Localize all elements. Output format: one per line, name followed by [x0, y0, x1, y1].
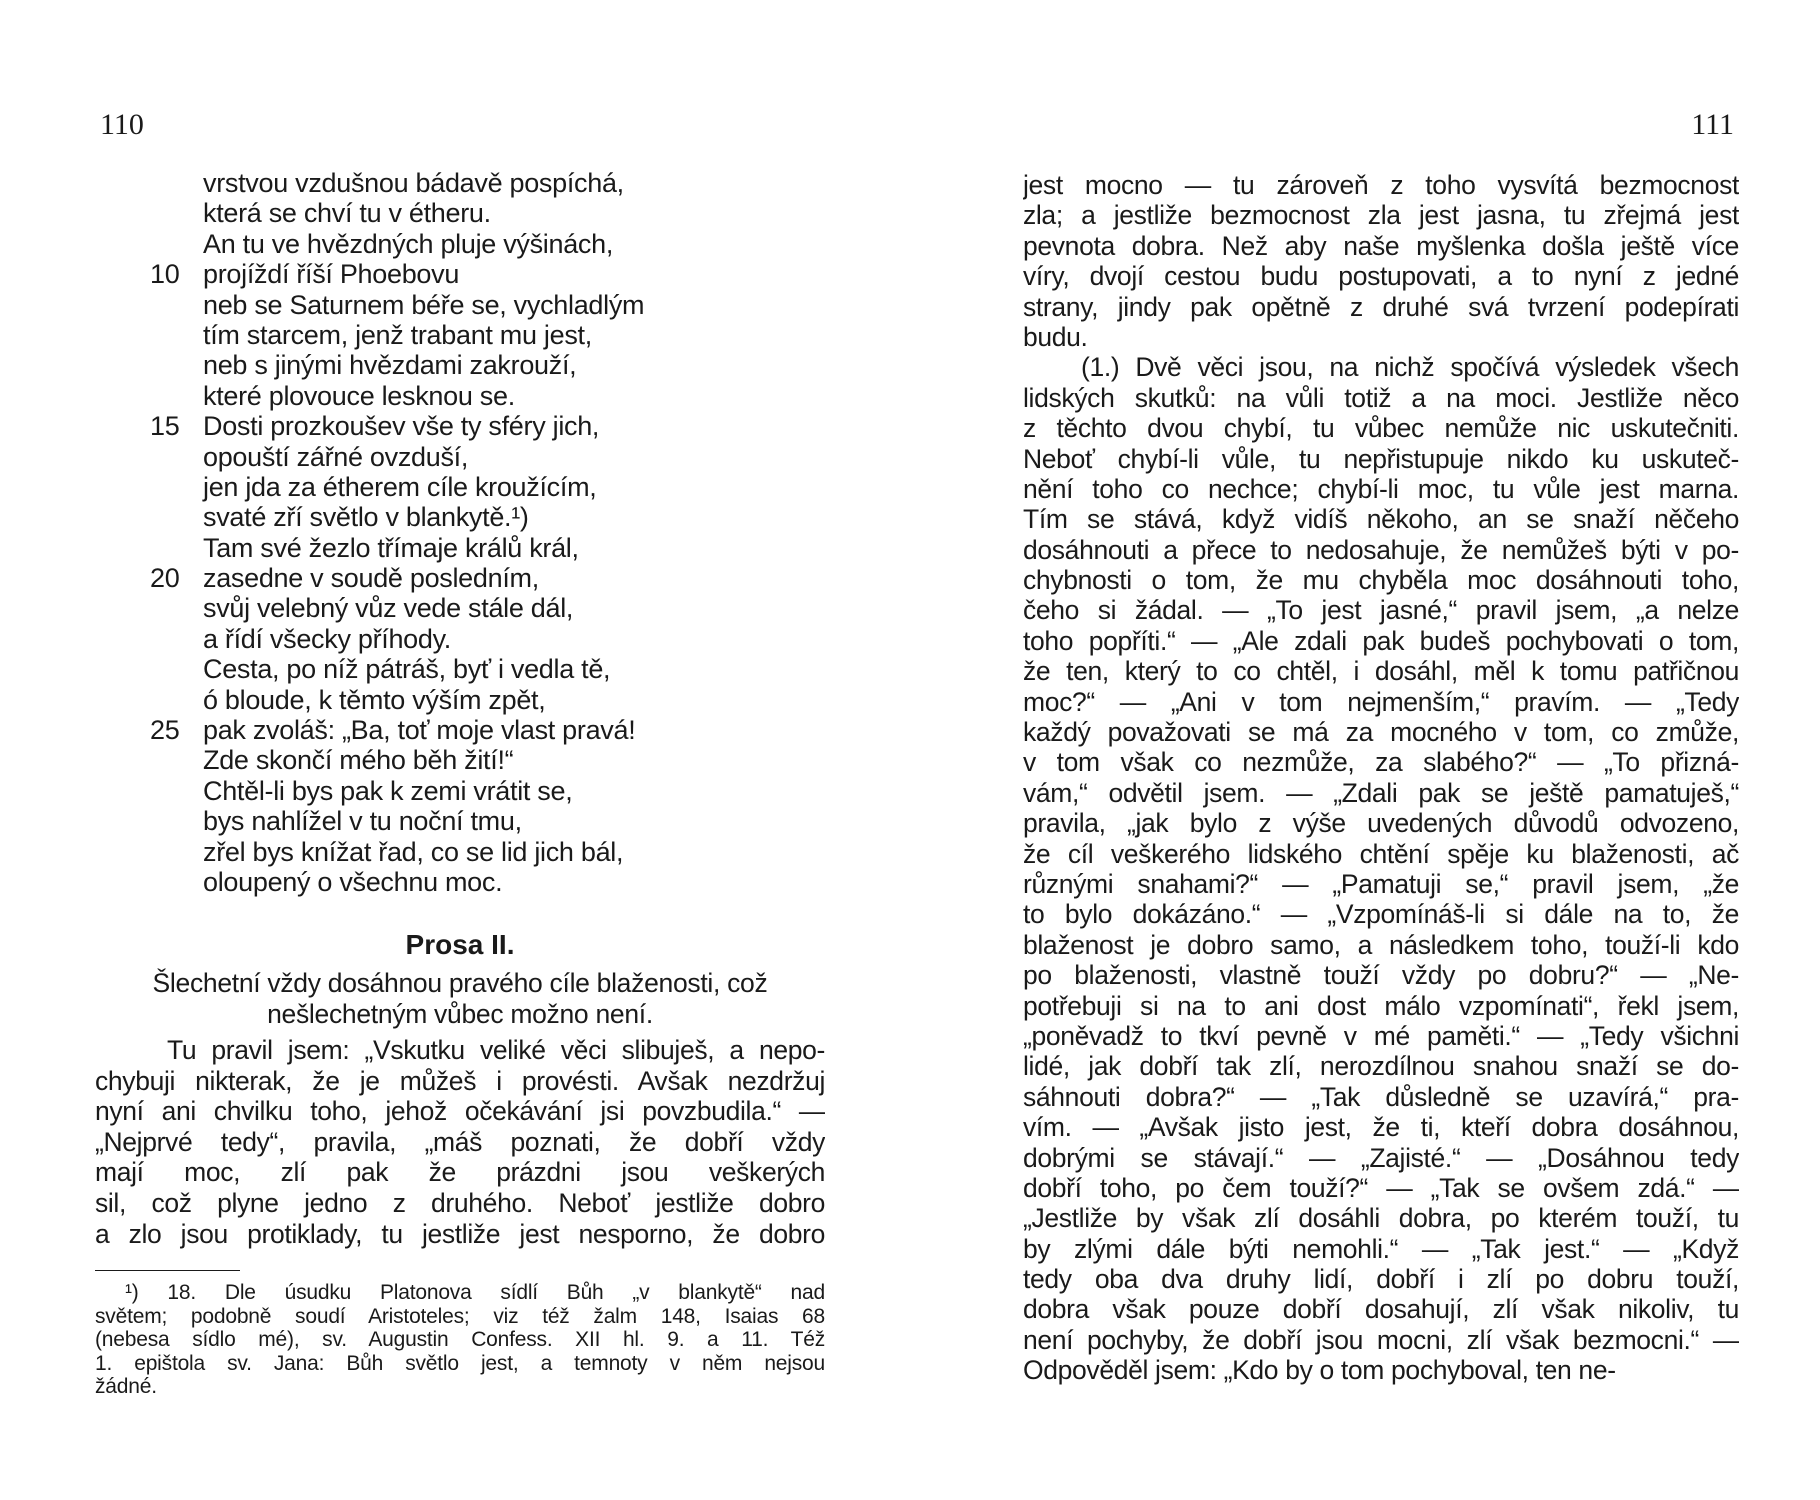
prose-line: „Nejprvé tedy“, pravila, „máš poznati, že dobří vždy	[95, 1126, 825, 1157]
text-line: blaženost je dobro samo, a následkem toho, touží-li kdo	[1023, 929, 1739, 960]
verse-text: Dosti prozkoušev vše ty sféry jich,	[203, 411, 600, 442]
verse-text: ó bloude, k těmto výším zpět,	[203, 684, 546, 715]
text-line: Neboť chybí-li vůle, tu nepřistupuje nikdo ku uskuteč-	[1023, 443, 1739, 474]
text-line: by zlými dále býti nemohli.“ — „Tak jest.“ — „Když	[1023, 1233, 1739, 1264]
text-line: každý považovati se má za mocného v tom, co zmůže,	[1023, 717, 1739, 748]
verse-text: které plovouce lesknou se.	[203, 380, 515, 411]
text-line: dosáhnouti a přece to nedosahuje, že nemůžeš býti v po-	[1023, 534, 1739, 565]
verse-line	[95, 563, 825, 593]
page-number-left: 110	[100, 108, 144, 141]
text-line: pevnota dobra. Než aby naše myšlenka došla ještě více	[1023, 230, 1739, 261]
text-line: lidé, jak dobří tak zlí, nerozdílnou snahou snaží se do-	[1023, 1051, 1739, 1082]
verse-text: Zde skončí mého běh žití!“	[203, 745, 514, 776]
text-line: nění toho co nechce; chybí-li moc, tu vůle jest marna.	[1023, 473, 1739, 504]
text-line: že cíl veškerého lidského chtění spěje ku blaženosti, ač	[1023, 838, 1739, 869]
text-line: toho popříti.“ — „Ale zdali pak budeš pochybovati o tom,	[1023, 625, 1739, 656]
right-page	[1023, 0, 1739, 1500]
verse-line	[95, 654, 825, 684]
verse-text: neb s jinými hvězdami zakrouží,	[203, 350, 577, 381]
text-line: potřebuji si na to ani dost málo vzpomínati“, řekl jsem,	[1023, 990, 1739, 1021]
text-line: to bylo dokázáno.“ — „Vzpomínáš-li si dále na to, že	[1023, 899, 1739, 930]
text-line: dobří toho, po čem touží?“ — „Tak se ovšem zdá.“ —	[1023, 1172, 1739, 1203]
verse-line	[95, 229, 825, 259]
verse-line	[95, 837, 825, 867]
text-line: v tom však co nezmůže, za slabého?“ — „To přizná-	[1023, 747, 1739, 778]
verse-line	[95, 715, 825, 745]
verse-number: 15	[150, 411, 180, 442]
verse-line	[95, 624, 825, 654]
text-line: Tím se stává, když vidíš někoho, an se snaží něčeho	[1023, 504, 1739, 535]
verse-text: tím starcem, jenž trabant mu jest,	[203, 319, 592, 350]
verse-text: An tu ve hvězdných pluje výšinách,	[203, 228, 614, 259]
summary-line: nešlechetným vůbec možno není.	[267, 998, 653, 1029]
verse-line	[95, 776, 825, 806]
verse-text: neb se Saturnem béře se, vychladlým	[203, 289, 645, 320]
text-line: sáhnouti dobra?“ — „Tak důsledně se uzavírá,“ pra-	[1023, 1081, 1739, 1112]
footnote-line: světem; podobně soudí Aristoteles; viz též žalm 148, Isaias 68	[95, 1304, 825, 1328]
text-line: (1.) Dvě věci jsou, na nichž spočívá výsledek všech	[1081, 352, 1739, 383]
verse-line	[95, 806, 825, 836]
verse-line	[95, 502, 825, 532]
prose-line: Tu pravil jsem: „Vskutku veliké věci slibuješ, a nepo-	[167, 1035, 825, 1065]
verse-text: zasedne v soudě posledním,	[203, 563, 539, 594]
text-line: moc?“ — „Ani v tom nejmenším,“ pravím. — „Tedy	[1023, 686, 1739, 717]
prose-line: nyní ani chvilku toho, jehož očekávání jsi povzbudila.“ —	[95, 1096, 825, 1127]
verse-line	[95, 290, 825, 320]
verse-text: opouští zářné ovzduší,	[203, 441, 469, 472]
verse-text: Chtěl-li bys pak k zemi vrátit se,	[203, 775, 573, 806]
verse-number: 25	[150, 715, 180, 746]
verse-text: vrstvou vzdušnou bádavě pospíchá,	[203, 168, 624, 198]
verse-line	[95, 442, 825, 472]
footnote-line: žádné.	[95, 1375, 157, 1399]
verse-line	[95, 472, 825, 502]
verse-text: bys nahlížel v tu noční tmu,	[203, 806, 522, 837]
verse-line	[95, 867, 825, 897]
verse-text: a řídí všecky příhody.	[203, 623, 452, 654]
text-line: lidských skutků: na vůli totiž a na moci. Jestliže něco	[1023, 382, 1739, 413]
footnote-line: (nebesa sídlo mé), sv. Augustin Confess. XII hl. 9. a 11. Též	[95, 1328, 825, 1352]
verse-line	[95, 350, 825, 380]
text-line: víry, dvojí cestou budu postupovati, a to nyní z jedné	[1023, 261, 1739, 292]
prose-line: a zlo jsou protiklady, tu jestliže jest nesporno, že dobro	[95, 1218, 825, 1249]
footnote-line: 1. epištola sv. Jana: Bůh světlo jest, a temnoty v něm nejsou	[95, 1351, 825, 1375]
verse-number: 10	[150, 259, 180, 290]
text-line: není pochyby, že dobří jsou mocni, zlí však bezmocni.“ —	[1023, 1324, 1739, 1355]
text-line: pravila, „jak bylo z výše uvedených důvodů odvozeno,	[1023, 808, 1739, 839]
summary-line: Šlechetní vždy dosáhnou pravého cíle blaženosti, což	[152, 968, 768, 998]
text-line: budu.	[1023, 321, 1088, 352]
text-line: zla; a jestliže bezmocnost zla jest jasna, tu zřejmá jest	[1023, 200, 1739, 231]
section-summary	[95, 968, 825, 1029]
poem	[95, 168, 825, 897]
verse-text: jen jda za étherem cíle kroužícím,	[203, 471, 597, 502]
verse-line	[95, 168, 825, 198]
verse-text: oloupený o všechnu moc.	[203, 866, 503, 897]
verse-line	[95, 533, 825, 563]
verse-text: projíždí říší Phoebovu	[203, 259, 460, 290]
text-line: vám,“ odvětil jsem. — „Zdali pak se ještě pamatuješ,“	[1023, 777, 1739, 808]
left-page	[95, 0, 825, 1500]
text-line: dobrými se stávají.“ — „Zajisté.“ — „Dosáhnou tedy	[1023, 1142, 1739, 1173]
verse-line	[95, 320, 825, 350]
prose-line: mají moc, zlí pak že prázdni jsou veškerých	[95, 1157, 825, 1188]
footnote-divider	[95, 1270, 240, 1271]
prose-paragraph	[95, 1035, 825, 1249]
verse-line	[95, 593, 825, 623]
footnote-line: ¹) 18. Dle úsudku Platonova sídlí Bůh „v blankytě“ nad	[125, 1281, 825, 1304]
verse-line	[95, 745, 825, 775]
prose-line: sil, což plyne jedno z druhého. Neboť jestliže dobro	[95, 1187, 825, 1218]
text-line: vím. — „Avšak jisto jest, že ti, kteří dobra dosáhnou,	[1023, 1112, 1739, 1143]
text-line: „poněvadž to tkví pevně v mé paměti.“ — „Tedy všichni	[1023, 1020, 1739, 1051]
text-line: Odpověděl jsem: „Kdo by o tom pochyboval, ten ne-	[1023, 1355, 1616, 1386]
verse-text: svůj velebný vůz vede stále dál,	[203, 593, 574, 624]
text-line: tedy oba dva druhy lidí, dobří i zlí po dobru touží,	[1023, 1264, 1739, 1295]
text-line: po blaženosti, vlastně touží vždy po dobru?“ — „Ne-	[1023, 960, 1739, 991]
verse-line	[95, 198, 825, 228]
verse-text: která se chví tu v étheru.	[203, 198, 491, 229]
text-line: čeho si žádal. — „To jest jasné,“ pravil jsem, „a nelze	[1023, 595, 1739, 626]
footnote	[95, 1281, 825, 1399]
verse-text: Cesta, po níž pátráš, byť i vedla tě,	[203, 654, 611, 685]
page-number-right: 111	[1691, 108, 1734, 141]
verse-line	[95, 381, 825, 411]
verse-text: Tam své žezlo třímaje králů král,	[203, 532, 579, 563]
verse-line	[95, 259, 825, 289]
verse-number: 20	[150, 563, 180, 594]
text-line: strany, jindy pak opětně z druhé svá tvrzení podepírati	[1023, 291, 1739, 322]
prose-line: chybuji nikterak, že je můžeš i provésti. Avšak nezdržuj	[95, 1065, 825, 1096]
text-line: z těchto dvou chybí, tu vůbec nemůže nic uskutečniti.	[1023, 413, 1739, 444]
verse-line	[95, 685, 825, 715]
verse-text: svaté zří světlo v blankytě.¹)	[203, 502, 529, 533]
section-title: Prosa II.	[405, 929, 515, 960]
text-line: že ten, který to co chtěl, i dosáhl, měl k tomu patřičnou	[1023, 656, 1739, 687]
verse-line	[95, 411, 825, 441]
verse-text: pak zvoláš: „Ba, toť moje vlast pravá!	[203, 715, 636, 746]
text-line: různými snahami?“ — „Pamatuji se,“ pravil jsem, „že	[1023, 868, 1739, 899]
verse-text: zřel bys knížat řad, co se lid jich bál,	[203, 836, 624, 867]
right-page-text	[1023, 170, 1739, 1386]
text-line: „Jestliže by však zlí dosáhli dobra, po kterém touží, tu	[1023, 1203, 1739, 1234]
text-line: dobra však pouze dobří dosahují, zlí však nikoliv, tu	[1023, 1294, 1739, 1325]
text-line: jest mocno — tu zároveň z toho vysvítá bezmocnost	[1023, 170, 1739, 200]
text-line: chybnosti o tom, že mu chyběla moc dosáhnouti toho,	[1023, 565, 1739, 596]
